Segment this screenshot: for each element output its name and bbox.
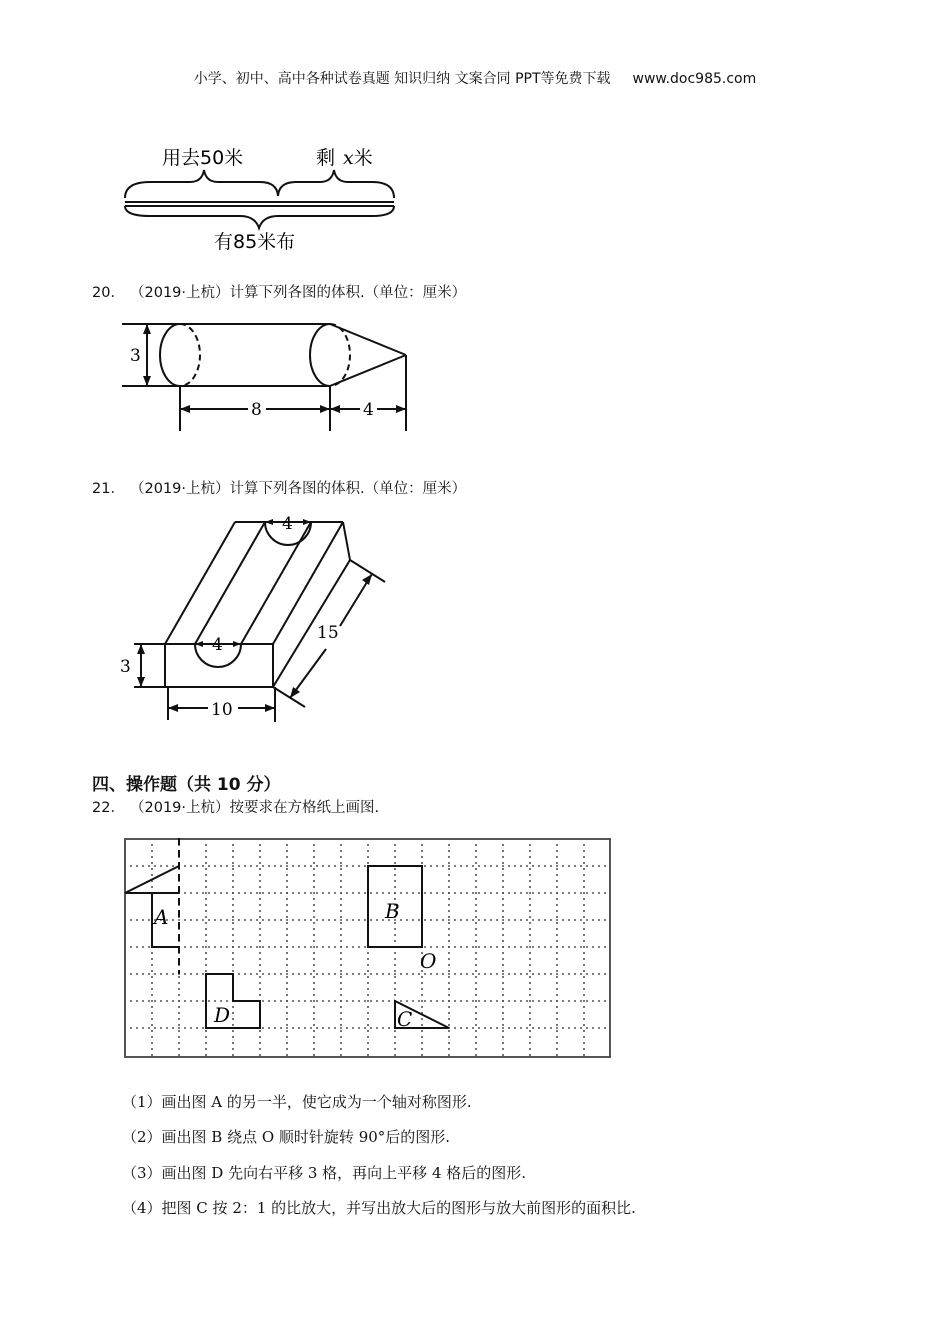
question-text: （2019·上杭）计算下列各图的体积.（单位：厘米）: [130, 481, 467, 497]
cylinder-length-label: 8: [251, 400, 262, 420]
grooved-prism-figure: [110, 512, 400, 727]
question-21: [92, 477, 466, 498]
height-label: 3: [120, 657, 131, 677]
question-text: （2019·上杭）计算下列各图的体积.（单位：厘米）: [130, 285, 467, 301]
top-diameter-label: 4: [282, 514, 293, 534]
q22-item-3: （3）画出图 D 先向右平移 3 格，再向上平移 4 格后的图形.: [122, 1164, 527, 1182]
grid-paper: [124, 838, 614, 1060]
remain-label: 剩 x米: [316, 147, 373, 169]
bottom-brace: [125, 206, 394, 228]
used-label: 用去50米: [162, 147, 244, 169]
q22-item-1: （1）画出图 A 的另一半，使它成为一个轴对称图形.: [122, 1093, 472, 1111]
label-d: D: [214, 1003, 231, 1027]
section-title: 四、操作题（共 10 分）: [92, 775, 281, 795]
header-left-text: 小学、初中、高中各种试卷真题 知识归纳 文案合同 PPT等免费下载: [193, 71, 611, 87]
q22-item-4: （4）把图 C 按 2：1 的比放大，并写出放大后的图形与放大前图形的面积比.: [122, 1199, 636, 1217]
question-20: [92, 281, 466, 302]
figure-a: [125, 866, 179, 947]
width-label: 10: [211, 700, 233, 720]
height-label: 3: [130, 346, 141, 366]
front-diameter-label: 4: [212, 635, 223, 655]
question-number: 22．: [92, 800, 125, 816]
label-b: B: [385, 899, 400, 923]
label-o: O: [420, 949, 437, 973]
question-22: [92, 796, 379, 817]
label-a: A: [154, 905, 169, 929]
cone-length-label: 4: [363, 400, 374, 420]
label-c: C: [397, 1007, 413, 1031]
fabric-brace-diagram: [110, 140, 410, 255]
top-brace: [125, 170, 394, 198]
length-label: 15: [317, 623, 339, 643]
question-text: （2019·上杭）按要求在方格纸上画图.: [130, 800, 380, 816]
question-number: 21．: [92, 481, 125, 497]
total-label: 有85米布: [214, 231, 296, 253]
q22-item-2: （2）画出图 B 绕点 O 顺时针旋转 90°后的图形.: [122, 1128, 451, 1146]
cylinder-cone-figure: [110, 315, 430, 440]
page-header: [0, 68, 950, 88]
header-site-link[interactable]: www.doc985.com: [632, 71, 757, 87]
question-number: 20．: [92, 285, 125, 301]
